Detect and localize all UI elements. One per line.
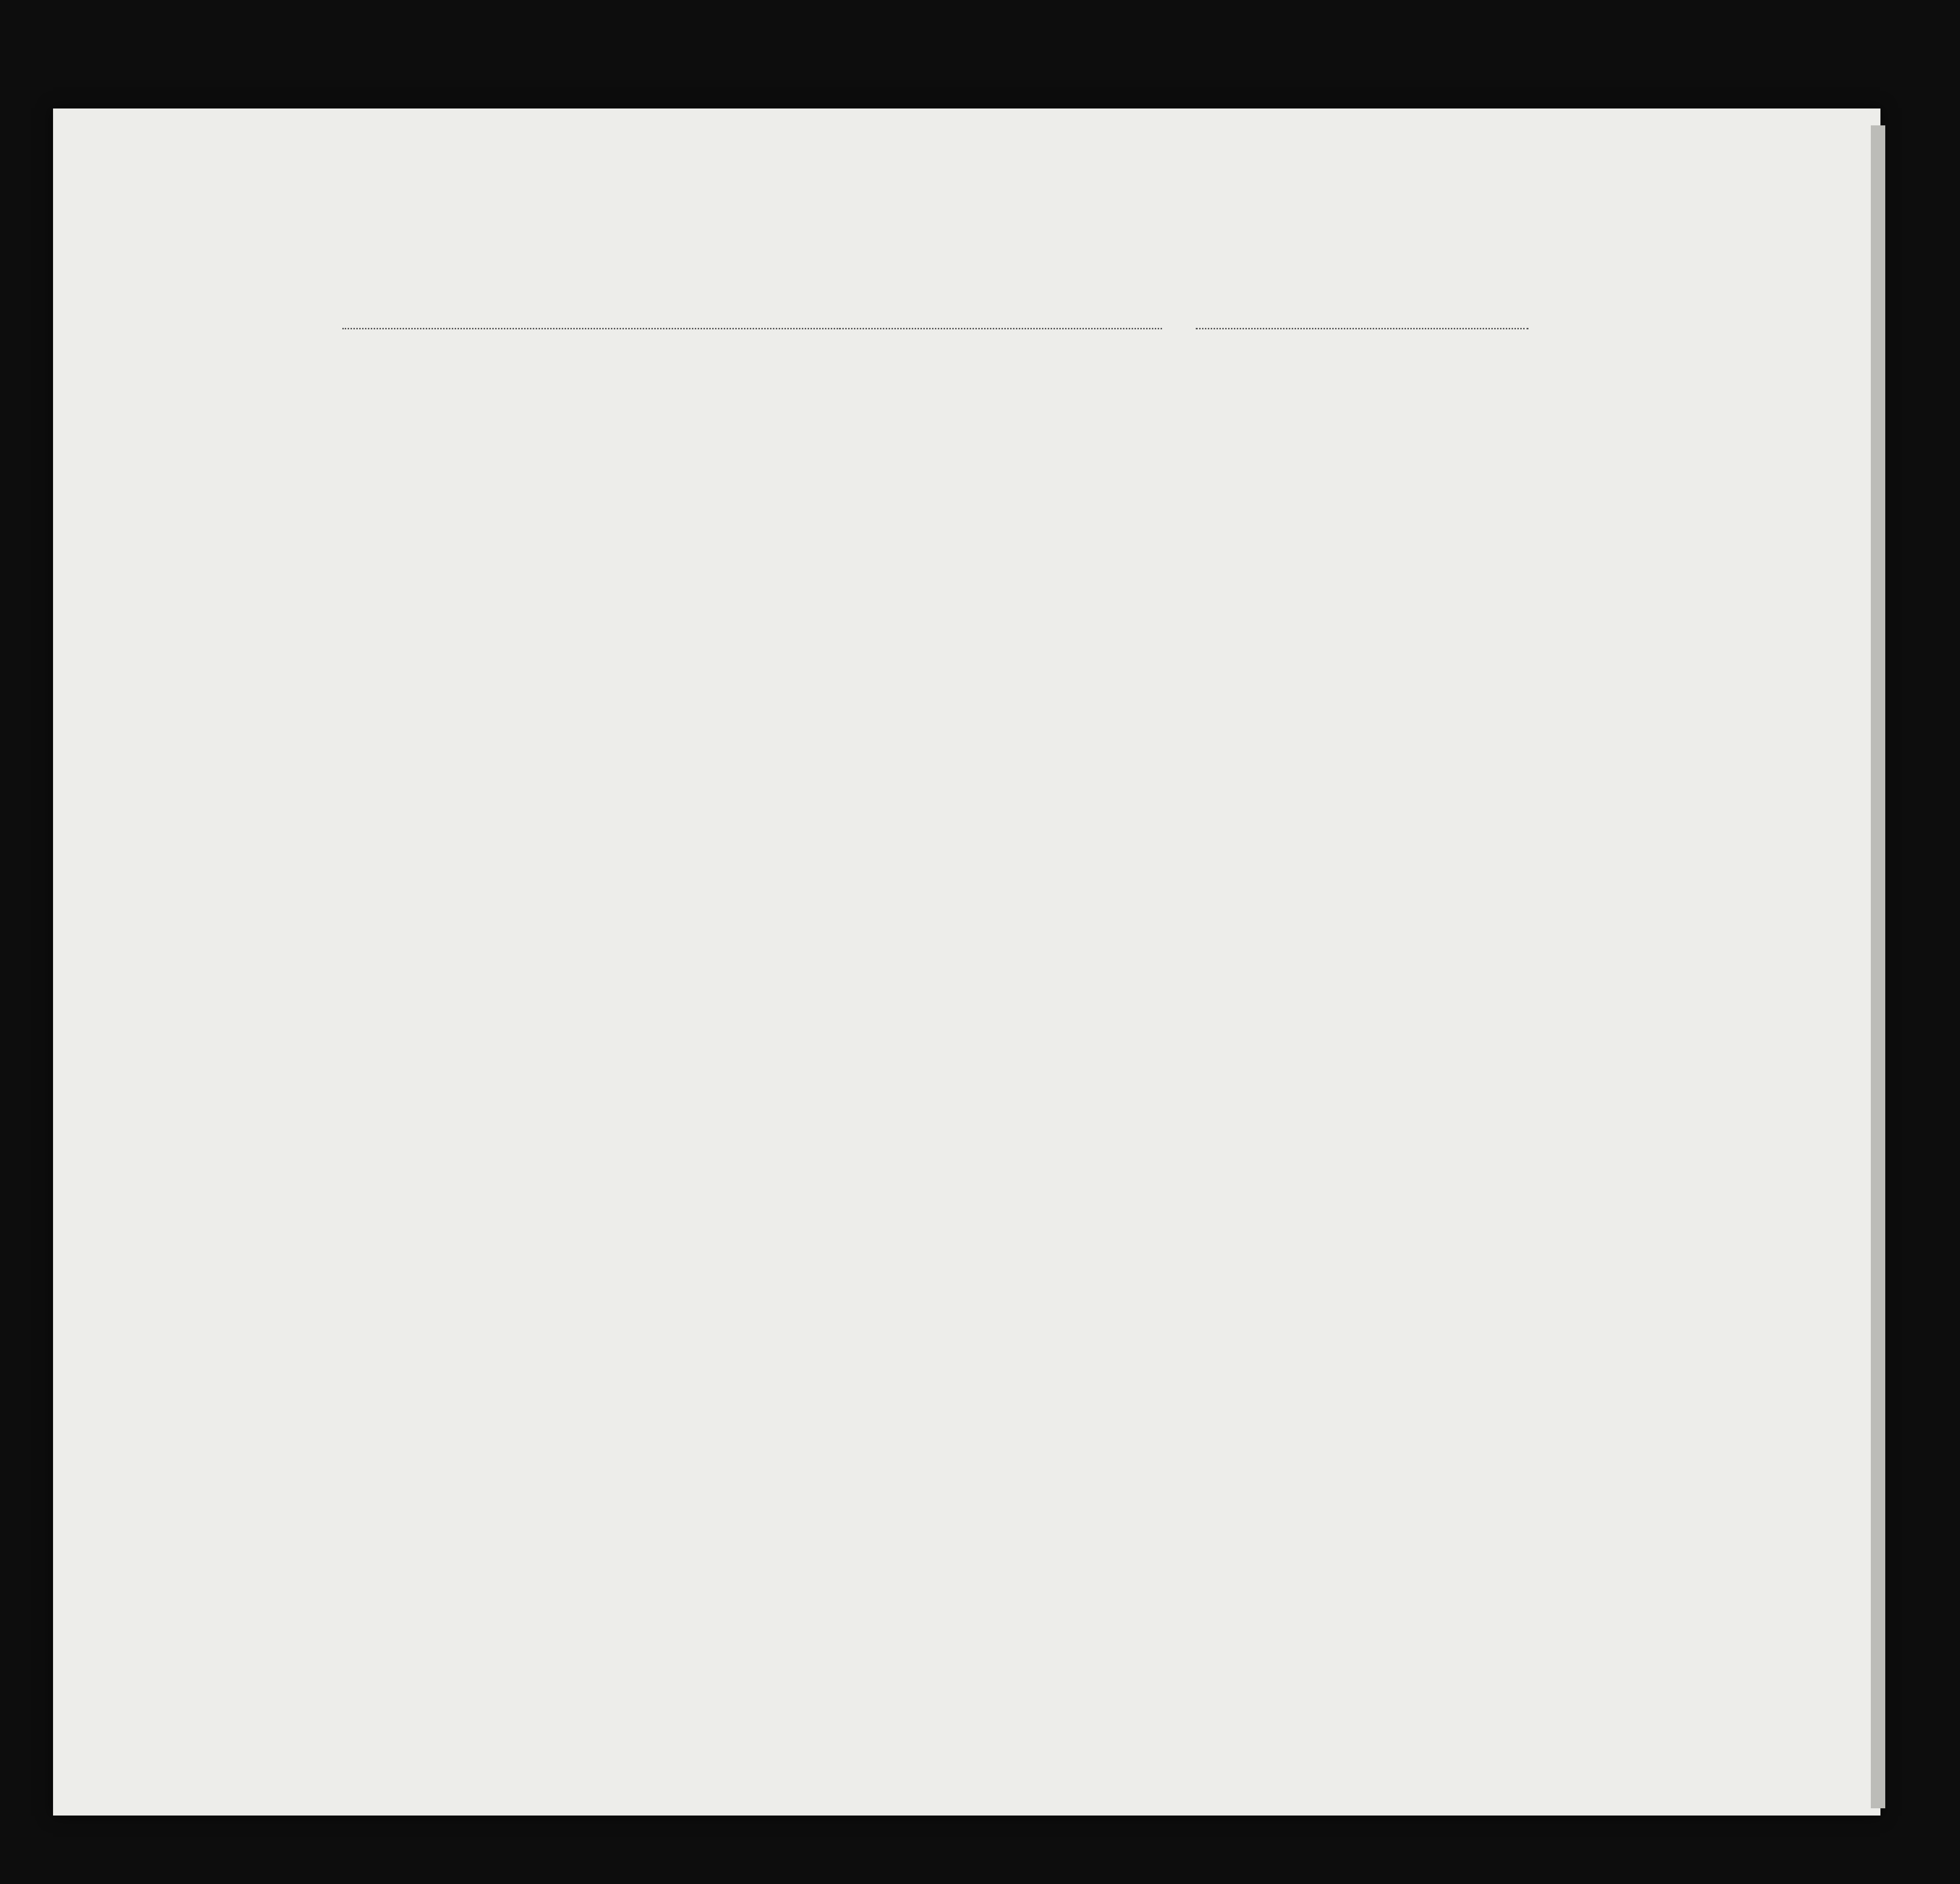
sheet-edge xyxy=(1871,125,1885,1808)
date-line xyxy=(839,328,1162,329)
manifest-sheet xyxy=(53,108,1880,1816)
port-line xyxy=(342,328,873,329)
year-line xyxy=(1196,328,1528,329)
